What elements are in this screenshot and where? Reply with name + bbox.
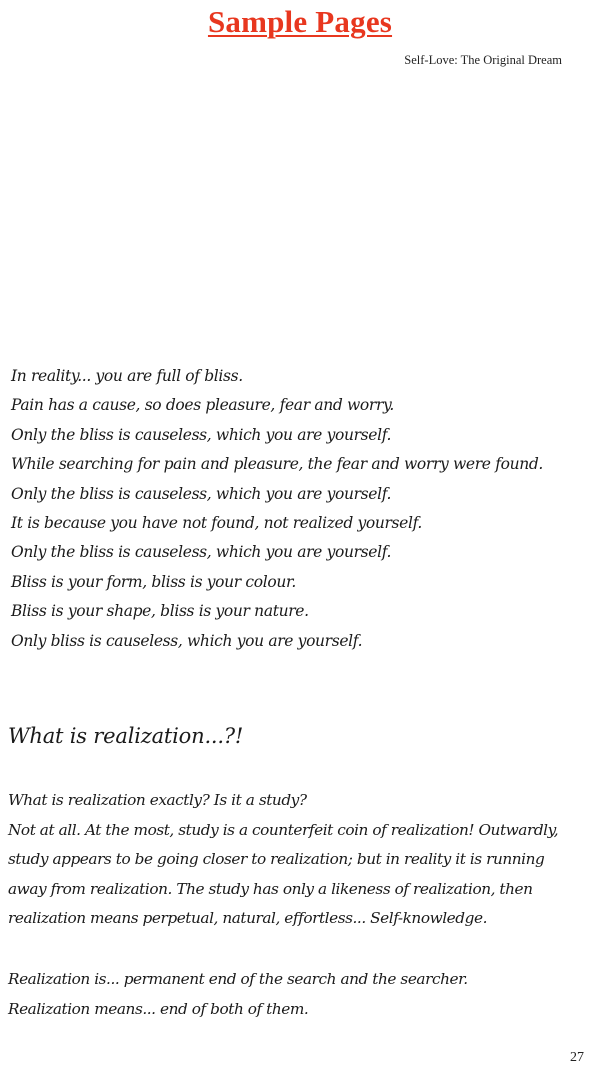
poem-line: Pain has a cause, so does pleasure, fear and worry. [11, 396, 394, 415]
paragraph-line: away from realization. The study has only a likeness of realization, then [8, 879, 533, 898]
paragraph-line: Realization is... permanent end of the search and the searcher. [8, 970, 468, 988]
paragraph-line: study appears to be going closer to realization; but in reality it is running [8, 850, 545, 869]
poem-line: Only the bliss is causeless, which you are yourself. [11, 425, 392, 444]
poem-line: In reality... you are full of bliss. [11, 367, 243, 385]
running-head: Self-Love: The Original Dream [404, 53, 562, 67]
poem-line: Only the bliss is causeless, which you are yourself. [11, 543, 392, 562]
page-number: 27 [570, 1050, 584, 1065]
paragraph-realization-end [8, 965, 468, 1024]
poem-line: Only the bliss is causeless, which you are yourself. [11, 484, 392, 503]
poem-line: Only bliss is causeless, which you are yourself. [11, 631, 363, 650]
paragraph-line: Realization means... end of both of them. [8, 999, 309, 1018]
poem-line: It is because you have not found, not realized yourself. [11, 513, 423, 532]
section-heading: What is realization...?! [8, 724, 244, 748]
poem-line: Bliss is your shape, bliss is your nature. [11, 602, 309, 621]
banner-title: Sample Pages [207, 4, 393, 39]
poem-line: While searching for pain and pleasure, the fear and worry were found. [11, 455, 543, 474]
poem-block [11, 362, 543, 656]
poem-line: Bliss is your form, bliss is your colour. [11, 572, 296, 591]
paragraph-line: What is realization exactly? Is it a study? [8, 791, 307, 809]
paragraph-line: realization means perpetual, natural, effortless... Self-knowledge. [8, 909, 487, 928]
paragraph-line: Not at all. At the most, study is a counterfeit coin of realization! Outwardly, [8, 820, 559, 839]
sample-pages-banner [0, 4, 600, 40]
paragraph-realization-study [8, 786, 558, 934]
